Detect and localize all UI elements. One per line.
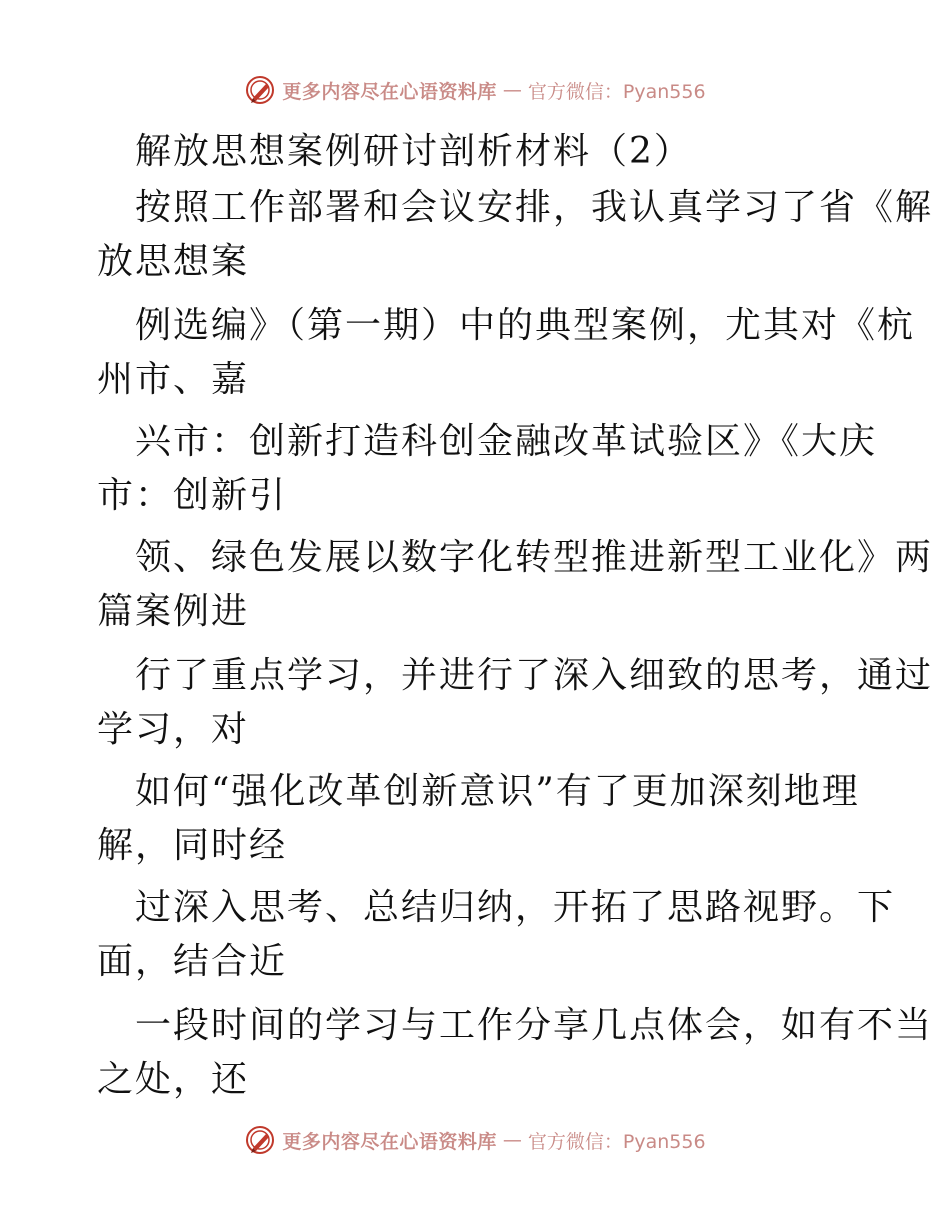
pen-logo-icon <box>244 1124 276 1156</box>
paragraph-line: 市：创新引 <box>97 475 288 516</box>
paragraph-line: 例选编》（第一期）中的典型案例，尤其对《杭 <box>135 305 916 346</box>
footer-wechat-text: 官方微信：Pyan556 <box>527 1130 706 1153</box>
paragraph-line: 领、绿色发展以数字化转型推进新型工业化》两 <box>135 537 934 578</box>
paragraph-line: 之处，还 <box>97 1059 250 1100</box>
paragraph-line: 放思想案 <box>97 241 250 282</box>
paragraph-line: 按照工作部署和会议安排，我认真学习了省《解 <box>135 187 934 228</box>
header-watermark <box>0 70 950 110</box>
paragraph-line: 学习，对 <box>97 709 250 750</box>
paragraph-line: 过深入思考、总结归纳，开拓了思路视野。下 <box>135 887 896 928</box>
paragraph-line: 行了重点学习，并进行了深入细致的思考，通过 <box>135 655 934 696</box>
paragraph-line: 一段时间的学习与工作分享几点体会，如有不当 <box>135 1005 934 1046</box>
footer-brand-text: 更多内容尽在心语资料库 <box>282 1130 497 1153</box>
paragraph-line: 州市、嘉 <box>97 359 250 400</box>
paragraph-line: 兴市：创新打造科创金融改革试验区》《大庆 <box>135 421 878 462</box>
footer-separator: — <box>502 1129 522 1151</box>
pen-logo-icon <box>244 74 276 106</box>
header-brand-text: 更多内容尽在心语资料库 <box>282 80 497 103</box>
paragraph-line: 面，结合近 <box>97 941 288 982</box>
footer-watermark <box>0 1120 950 1160</box>
paragraph-line: 如何“强化改革创新意识”有了更加深刻地理 <box>135 771 860 812</box>
document-title: 解放思想案例研讨剖析材料（2） <box>135 131 692 172</box>
header-wechat-text: 官方微信：Pyan556 <box>527 80 706 103</box>
header-separator: — <box>502 79 522 101</box>
paragraph-line: 解，同时经 <box>97 825 288 866</box>
paragraph-line: 篇案例进 <box>97 591 250 632</box>
